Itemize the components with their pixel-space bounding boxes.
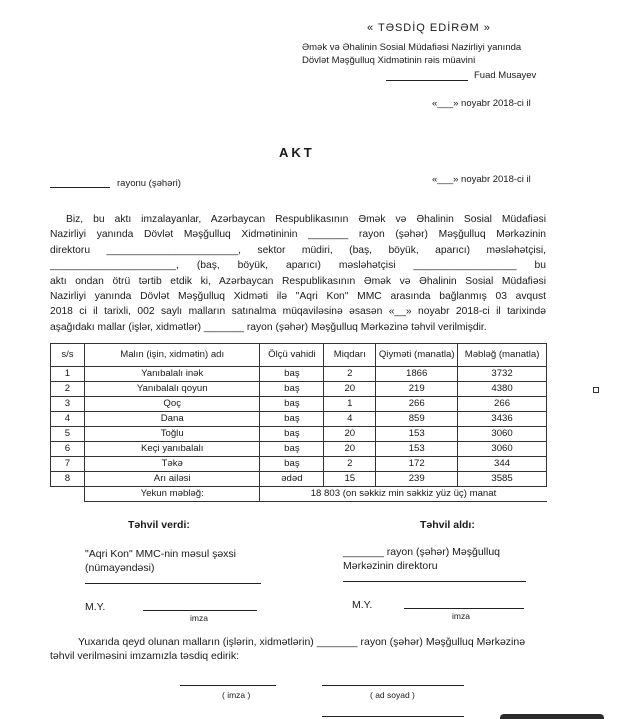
table-cell: Qoç	[84, 397, 260, 412]
act-title: AKT	[279, 145, 315, 160]
table-cell: baş	[260, 457, 324, 472]
confirm-name-caption: ( ad soyad )	[370, 690, 415, 700]
confirm-name-line-2	[322, 716, 464, 717]
table-cell: 8	[51, 472, 85, 487]
table-cell: 344	[458, 457, 547, 472]
table-cell: 266	[376, 397, 458, 412]
paragraph-line: Nazirliyi yanında Dövlət Məşğulluq Xidməti ilə "Aqri Kon" MMC arasında bağlanmış 03 avqust	[50, 290, 546, 302]
header-cell: Məbləğ (manatla)	[458, 344, 547, 367]
table-cell: 1	[51, 367, 85, 382]
table-cell: 239	[376, 472, 458, 487]
table-cell: Təkə	[84, 457, 260, 472]
table-cell: ədəd	[260, 472, 324, 487]
received-stamp-label: M.Y.	[352, 599, 373, 611]
district-blank-line	[50, 187, 110, 188]
table-row	[51, 367, 547, 382]
gave-person-line-2: (nümayəndəsi)	[85, 562, 155, 574]
table-cell: 5	[51, 427, 85, 442]
table-cell: 20	[324, 442, 376, 457]
header-cell: Miqdarı	[324, 344, 376, 367]
table-cell: 1866	[376, 367, 458, 382]
gave-imza-line	[143, 610, 257, 611]
table-cell: 3060	[458, 442, 547, 457]
confirm-imza-line	[180, 685, 276, 686]
paragraph-line: Biz, bu aktı imzalayanlar, Azərbaycan Respublikasının Əmək və Əhalinin Sosial Müdafiəsi	[66, 214, 546, 225]
table-cell: Dana	[84, 412, 260, 427]
table-row	[51, 397, 547, 412]
received-label: Təhvil aldı:	[420, 519, 475, 531]
confirm-name-line	[322, 685, 464, 686]
table-cell: baş	[260, 367, 324, 382]
received-imza-line	[404, 608, 524, 609]
table-cell: 153	[376, 427, 458, 442]
approval-org-line-2: Dövlət Məşğulluq Xidmətinin rəis müavini	[302, 55, 476, 66]
empty-cell	[51, 487, 85, 502]
received-person-line-1: _______ rayon (şəhər) Məşğulluq	[343, 546, 501, 558]
table-cell: baş	[260, 442, 324, 457]
gave-imza-caption: imza	[190, 613, 208, 623]
gave-person-line-1: "Aqri Kon" MMC-nin məsul şəxsi	[85, 548, 236, 560]
act-paragraph	[50, 212, 546, 335]
table-cell: 4	[51, 412, 85, 427]
table-cell: 2	[51, 382, 85, 397]
total-row	[51, 487, 547, 502]
table-cell: 172	[376, 457, 458, 472]
table-cell: Yanıbalalı inək	[84, 367, 260, 382]
act-district-label: rayonu (şəhəri)	[117, 178, 181, 189]
paragraph-line: Nazirliyi yanında Dövlət Məşğulluq Xidmətininin _______ rayon (şəhər) Məşğulluq Mərkəzinin	[50, 229, 546, 241]
table-cell: 266	[458, 397, 547, 412]
header-cell: Malın (işin, xidmətin) adı	[84, 344, 260, 367]
table-row	[51, 382, 547, 397]
table-row	[51, 472, 547, 487]
gave-stamp-label: M.Y.	[85, 601, 106, 613]
table-cell: Toğlu	[84, 427, 260, 442]
table-cell: 3436	[458, 412, 547, 427]
paragraph-line: direktoru _______________________, sektor müdiri, (baş, böyük, aparıcı) məsləhətçisi,	[50, 244, 546, 256]
header-cell: s/s	[51, 344, 85, 367]
total-value: 18 803 (on səkkiz min səkkiz yüz üç) manat	[260, 487, 547, 502]
table-cell: 859	[376, 412, 458, 427]
table-cell: 15	[324, 472, 376, 487]
paragraph-line: aşağıdakı mallar (işlər, xidmətlər) _______ rayon (şəhər) Məşğulluq Mərkəzinə təhvil verilmişdir.	[50, 321, 487, 333]
act-date: «___» noyabr 2018-ci il	[432, 174, 531, 185]
confirm-line-2: təhvil verilməsini imzamızla təsdiq edirik:	[50, 650, 240, 662]
total-label: Yekun məbləğ:	[84, 487, 260, 502]
scrollbar-thumb[interactable]	[500, 714, 604, 719]
table-cell: Arı ailəsi	[84, 472, 260, 487]
paragraph-line: 2018 ci il tarixli, 002 saylı malların satınalma müqaviləsinə əsasən «__» noyabr 2018-ci il tarixində	[50, 306, 546, 318]
table-cell: 219	[376, 382, 458, 397]
confirm-imza-caption: ( imza )	[222, 690, 251, 700]
received-person-line-2: Mərkəzinin direktoru	[343, 560, 438, 572]
table-cell: Keçi yanıbalalı	[84, 442, 260, 457]
table-cell: 4380	[458, 382, 547, 397]
approval-name: Fuad Musayev	[474, 70, 537, 81]
gave-signature-line	[85, 583, 261, 584]
table-row	[51, 427, 547, 442]
table-cell: 20	[324, 382, 376, 397]
items-table	[50, 343, 547, 502]
table-cell: 1	[324, 397, 376, 412]
gave-label: Təhvil verdi:	[128, 519, 190, 531]
approval-date: «___» noyabr 2018-ci il	[432, 98, 531, 109]
table-cell: 20	[324, 427, 376, 442]
table-cell: 3732	[458, 367, 547, 382]
paragraph-line: ______________________, (baş, böyük, aparıcı) məsləhətçisi __________________ bu	[50, 260, 546, 272]
approval-signature-line	[386, 80, 468, 81]
table-row	[51, 442, 547, 457]
table-row	[51, 412, 547, 427]
table-cell: baş	[260, 427, 324, 442]
table-cell: 6	[51, 442, 85, 457]
table-cell: 3060	[458, 427, 547, 442]
received-imza-caption: imza	[452, 611, 470, 621]
approval-title: « TƏSDİQ EDİRƏM »	[367, 22, 491, 34]
table-cell: 4	[324, 412, 376, 427]
table-cell: baş	[260, 397, 324, 412]
table-row	[51, 457, 547, 472]
table-cell: 3585	[458, 472, 547, 487]
received-signature-line	[343, 581, 526, 582]
table-cell: 2	[324, 367, 376, 382]
table-cell: Yanıbalalı qoyun	[84, 382, 260, 397]
approval-org-line-1: Əmək və Əhalinin Sosial Müdafiəsi Nazirliyi yanında	[302, 42, 522, 53]
table-cell: 3	[51, 397, 85, 412]
confirm-line-1: Yuxarıda qeyd olunan malların (işlərin, xidmətlərin) _______ rayon (şəhər) Məşğulluq Mərkəzinə	[78, 636, 526, 648]
table-cell: baş	[260, 412, 324, 427]
header-cell: Ölçü vahidi	[260, 344, 324, 367]
table-cell: 7	[51, 457, 85, 472]
table-cell: baş	[260, 382, 324, 397]
checkbox-marker	[593, 387, 599, 393]
paragraph-line: aktı ondan ötrü tərtib etdik ki, Azərbaycan Respublikasının Əmək və Əhalinin Sosial Müdafiəsi	[50, 275, 546, 287]
table-cell: 2	[324, 457, 376, 472]
header-cell: Qiyməti (manatla)	[376, 344, 458, 367]
table-cell: 153	[376, 442, 458, 457]
table-header-row	[51, 344, 547, 367]
